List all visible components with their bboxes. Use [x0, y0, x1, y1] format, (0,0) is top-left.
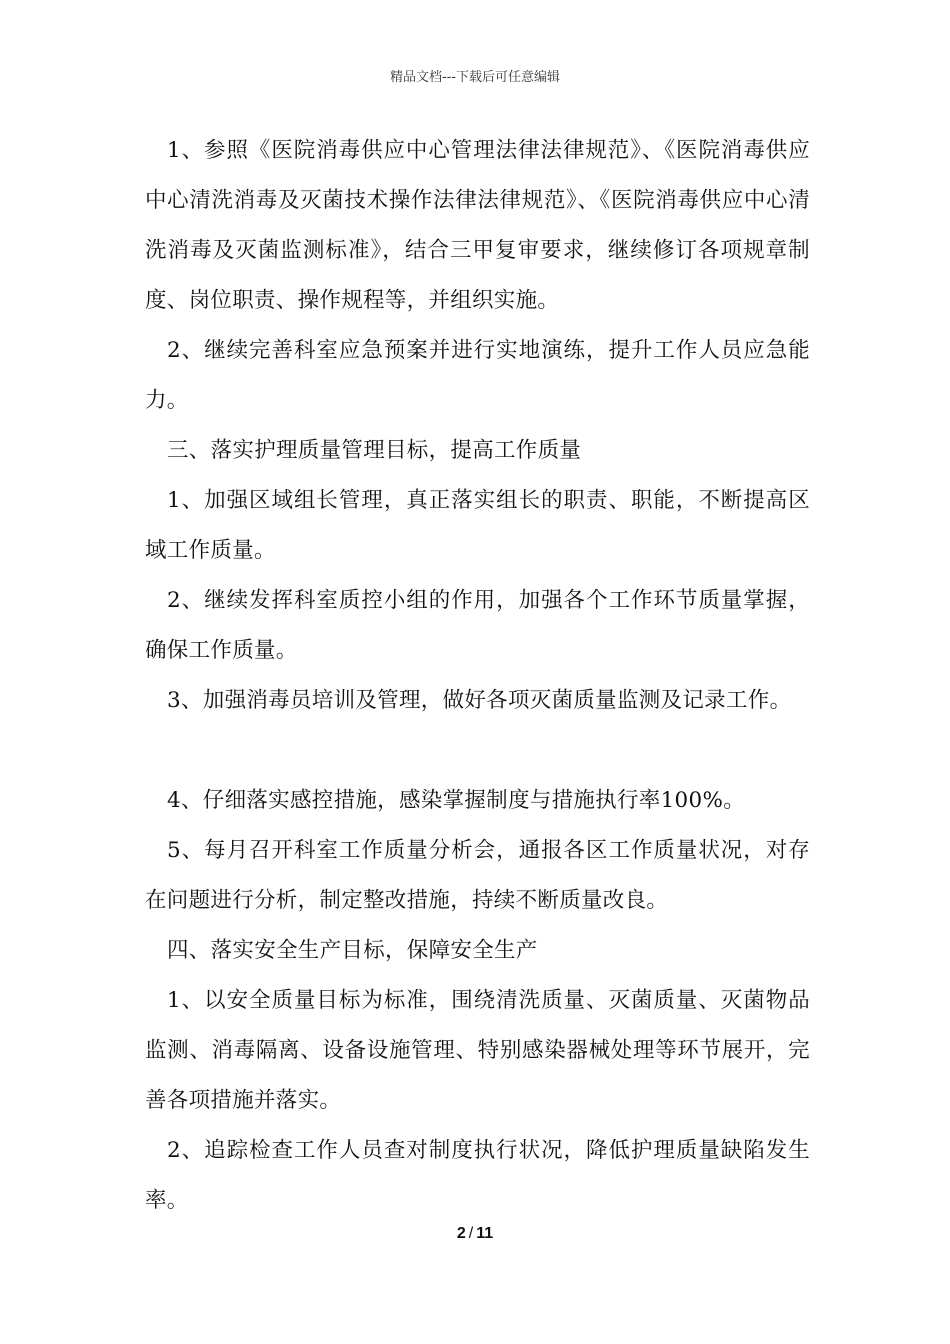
section-heading: 三、落实护理质量管理目标，提高工作质量	[167, 438, 582, 463]
section-heading: 四、落实安全生产目标，保障安全生产	[167, 938, 538, 963]
paragraph: 2、追踪检查工作人员查对制度执行状况，降低护理质量缺陷发生率。	[145, 1138, 810, 1213]
page-number	[0, 1225, 950, 1243]
page-header: 精品文档---下载后可任意编辑	[389, 70, 561, 85]
blank-line	[145, 726, 810, 776]
current-page: 2	[456, 1225, 466, 1242]
paragraph: 3、加强消毒员培训及管理，做好各项灭菌质量监测及记录工作。	[167, 688, 792, 713]
paragraph: 1、以安全质量目标为标准，围绕清洗质量、灭菌质量、灭菌物品监测、消毒隔离、设备设施管理、特别感染器械处理等环节展开，完善各项措施并落实。	[145, 988, 810, 1113]
paragraph: 2、继续发挥科室质控小组的作用，加强各个工作环节质量掌握，确保工作质量。	[145, 588, 810, 663]
paragraph: 4、仔细落实感控措施，感染掌握制度与措施执行率100%。	[167, 788, 746, 813]
paragraph: 1、加强区域组长管理，真正落实组长的职责、职能，不断提高区域工作质量。	[145, 488, 810, 563]
paragraph: 5、每月召开科室工作质量分析会，通报各区工作质量状况，对存在问题进行分析，制定整改措施，持续不断质量改良。	[145, 838, 810, 913]
document-body	[145, 126, 810, 1226]
page-separator: /	[468, 1225, 474, 1242]
paragraph: 1、参照《医院消毒供应中心管理法律法律规范》、《医院消毒供应中心清洗消毒及灭菌技术操作法律法律规范》、《医院消毒供应中心清洗消毒及灭菌监测标准》，结合三甲复审要求，继续修订各项规章制度、岗位职责、操作规程等，并组织实施。	[145, 138, 810, 313]
total-pages: 11	[476, 1225, 494, 1242]
paragraph: 2、继续完善科室应急预案并进行实地演练，提升工作人员应急能力。	[145, 338, 810, 413]
